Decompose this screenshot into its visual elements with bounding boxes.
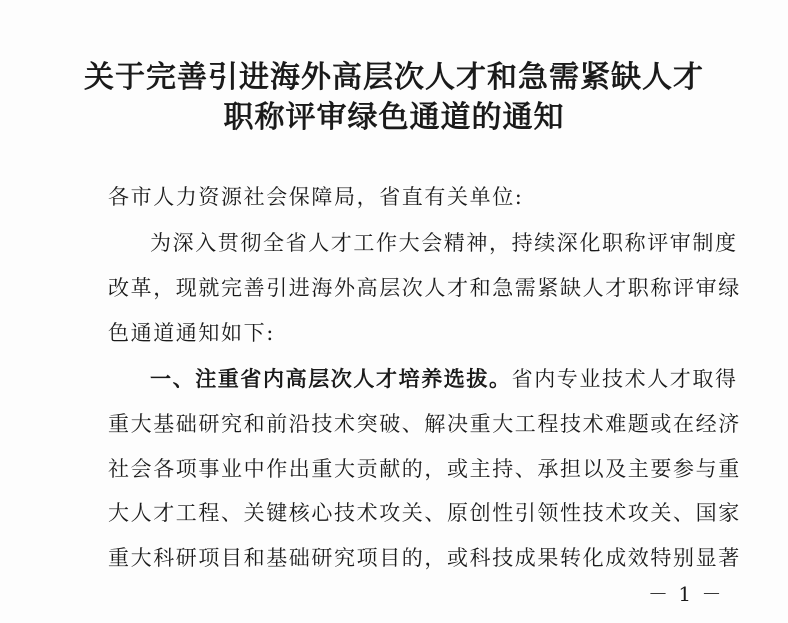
section-heading-line xyxy=(150,364,738,394)
body-line: 重大科研项目和基础研究项目的，或科技成果转化成效特别显著 xyxy=(108,546,741,570)
section-heading: 一、注重省内高层次人才培养选拔。 xyxy=(150,366,512,391)
salutation: 各市人力资源社会保障局，省直有关单位: xyxy=(108,185,524,209)
document-title-line-1: 关于完善引进海外高层次人才和急需紧缺人才 xyxy=(84,60,704,95)
body-line: 改革，现就完善引进海外高层次人才和急需紧缺人才职称评审绿 xyxy=(108,276,741,300)
page-number: － 1 － xyxy=(648,582,724,606)
document-title-line-2: 职称评审绿色通道的通知 xyxy=(223,100,565,135)
body-line: 重大基础研究和前沿技术突破、解决重大工程技术难题或在经济 xyxy=(108,412,741,436)
body-line: 为深入贯彻全省人才工作大会精神，持续深化职称评审制度 xyxy=(150,231,738,255)
body-line: 色通道通知如下: xyxy=(108,321,275,345)
body-line: 大人才工程、关键核心技术攻关、原创性引领性技术攻关、国家 xyxy=(108,501,741,525)
section-first-line-text: 省内专业技术人才取得 xyxy=(511,367,738,391)
body-line: 社会各项事业中作出重大贡献的，或主持、承担以及主要参与重 xyxy=(108,457,741,481)
